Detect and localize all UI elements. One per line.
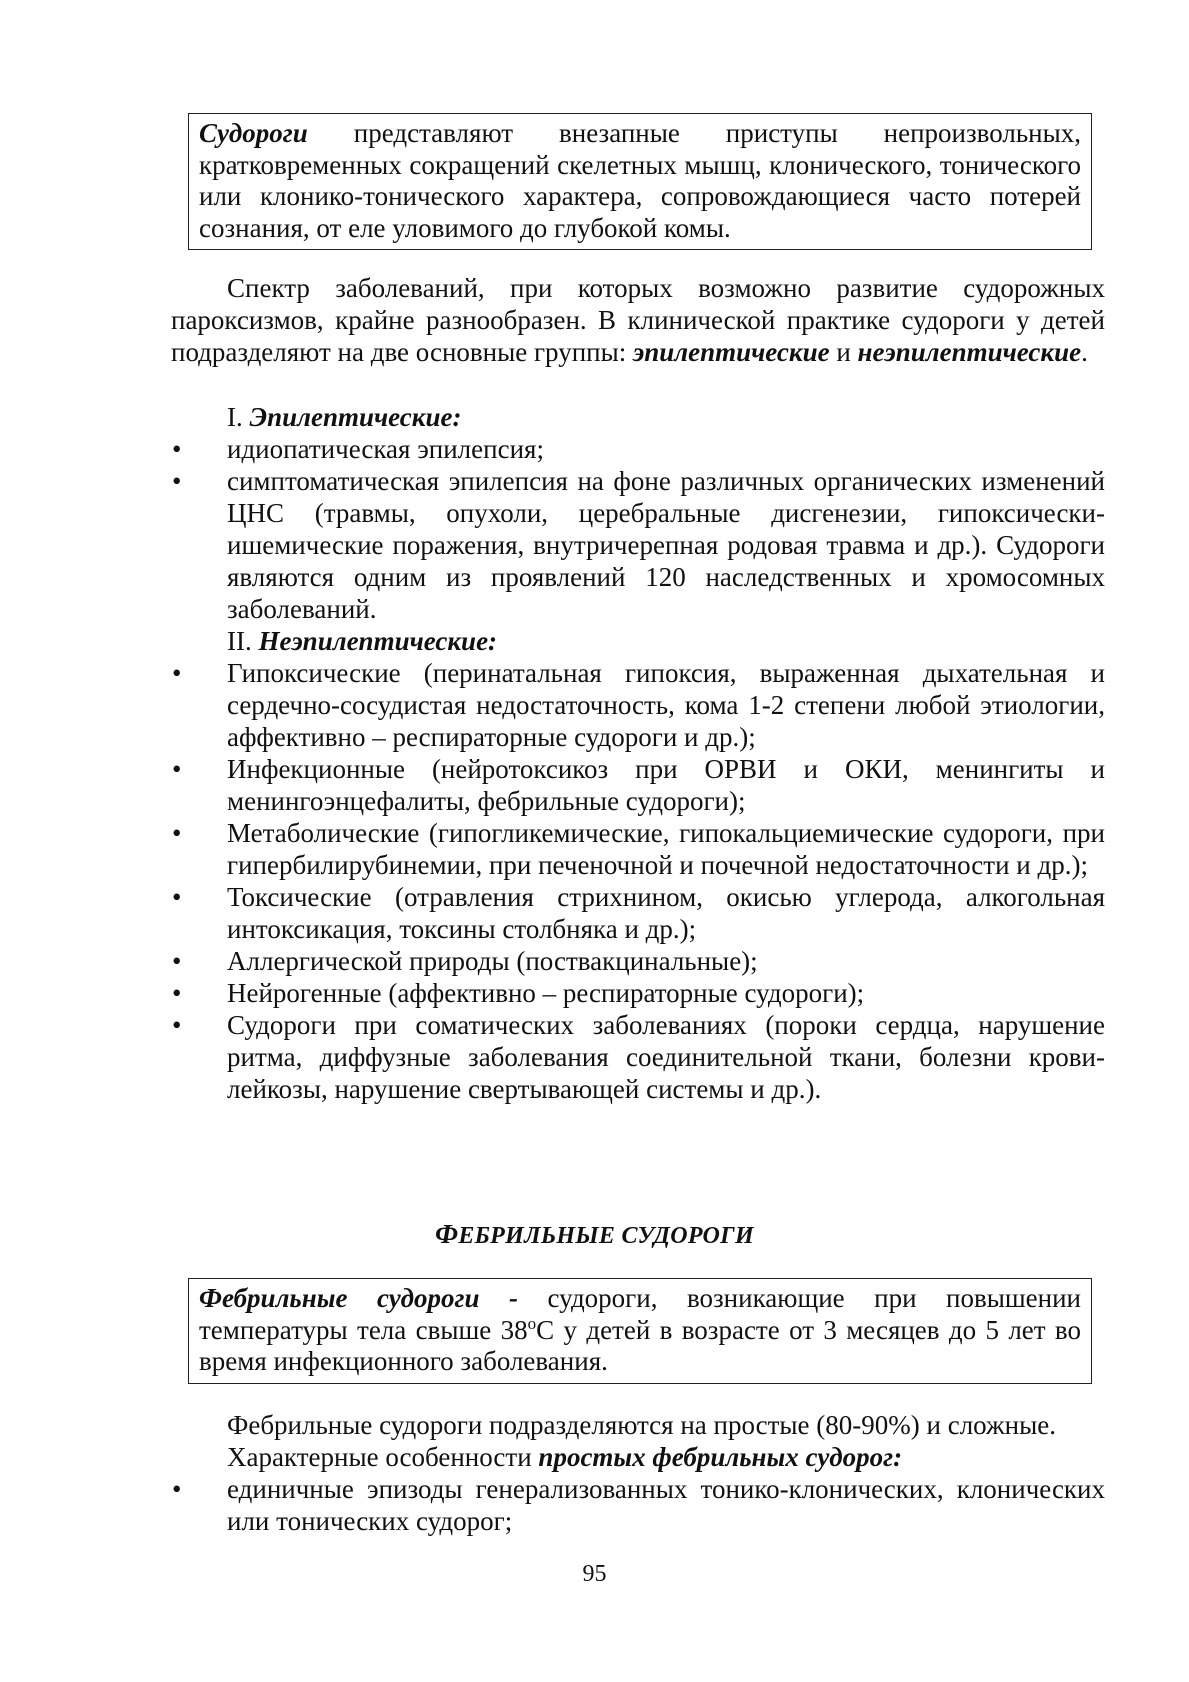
list-item-text: Метаболические (гипогликемические, гипокальциемические судороги, при гипербилирубинемии, при печеночной и почечной недостаточности и др.); [227, 818, 1105, 880]
bullet-icon: • [172, 434, 182, 464]
group2-list [171, 657, 1105, 1105]
list-item [171, 1009, 1105, 1105]
list-item-text: Инфекционные (нейротоксикоз при ОРВИ и ОКИ, менингиты и менингоэнцефалиты, фебрильные судороги); [227, 754, 1105, 816]
list-item [171, 465, 1105, 625]
group1-list [171, 433, 1105, 625]
group1-heading [227, 401, 461, 433]
list-item [171, 433, 1105, 465]
bullet-icon: • [172, 1010, 182, 1040]
list-item [171, 1473, 1105, 1537]
definition-term: Фебрильные судороги - [199, 1283, 519, 1313]
section-title [0, 1219, 1189, 1250]
bullet-icon: • [172, 882, 182, 912]
list-item [171, 817, 1105, 881]
list-item-text: идиопатическая эпилепсия; [227, 434, 544, 464]
febrile-features-line [227, 1441, 902, 1473]
group2-title: Неэпилептические: [258, 626, 498, 656]
list-item-text: Гипоксические (перинатальная гипоксия, выраженная дыхательная и сердечно-сосудистая недостаточность, кома 1-2 степени любой этиологии, аффективно – респираторные судороги и др.); [227, 658, 1105, 752]
list-item-text: единичные эпизоды генерализованных тонико-клонических, клонических или тонических судорог; [227, 1474, 1105, 1536]
degree-sign: o [527, 1313, 537, 1333]
group2-heading [227, 625, 497, 657]
bullet-icon: • [172, 818, 182, 848]
list-item-text: симптоматическая эпилепсия на фоне различных органических изменений ЦНС (травмы, опухоли, церебральные дисгенезии, гипоксически-ишемические поражения, внутричерепная родовая травма и др.). Судороги являются одним из проявлений 120 наследственных и хромосомных заболеваний. [227, 466, 1105, 624]
bullet-icon: • [172, 1474, 182, 1504]
bullet-icon: • [172, 978, 182, 1008]
list-item [171, 753, 1105, 817]
intro-term-epileptic: эпилептические [632, 337, 830, 367]
section-title-initial: Ф [435, 1219, 459, 1249]
intro-text: Спектр заболеваний, при которых возможно развитие судорожных пароксизмов, крайне разнообразен. В клинической практике судороги у детей подразделяют на две основные группы: [171, 273, 1105, 367]
febrile-features-term: простых фебрильных судорог: [538, 1442, 903, 1472]
intro-term-nonepileptic: неэпилептические [857, 337, 1082, 367]
bullet-icon: • [172, 946, 182, 976]
group2-numeral: II. [227, 626, 259, 656]
page-number: 95 [582, 1561, 607, 1587]
definition-box-convulsions [188, 113, 1092, 250]
list-item-text: Токсические (отравления стрихнином, окисью углерода, алкогольная интоксикация, токсины столбняка и др.); [227, 882, 1105, 944]
definition-text: представляют внезапные приступы непроизвольных, кратковременных сокращений скелетных мышц, клонического, тонического или клонико-тонического характера, сопровождающиеся часто потерей сознания, от еле уловимого до глубокой комы. [199, 118, 1081, 243]
definition-box-febrile [188, 1278, 1092, 1384]
definition-text-rest: С у детей в возрасте от 3 месяцев до 5 лет во время инфекционного заболевания. [199, 1314, 1081, 1376]
list-item-text: Аллергической природы (поствакцинальные); [227, 946, 758, 976]
definition-text: судороги, возникающие при повышении температуры тела свыше 38 [199, 1283, 1082, 1345]
bullet-icon: • [172, 658, 182, 688]
intro-paragraph [171, 272, 1105, 368]
bullet-icon: • [172, 466, 182, 496]
febrile-classification-line: Фебрильные судороги подразделяются на простые (80-90%) и сложные. [227, 1410, 1056, 1440]
list-item-text: Нейрогенные (аффективно – респираторные судороги); [227, 978, 865, 1008]
list-item [171, 945, 1105, 977]
list-item-text: Судороги при соматических заболеваниях (пороки сердца, нарушение ритма, диффузные заболевания соединительной ткани, болезни крови-лейкозы, нарушение свертывающей системы и др.). [227, 1010, 1105, 1104]
section-title-rest: ЕБРИЛЬНЫЕ СУДОРОГИ [458, 1223, 754, 1249]
febrile-features-text: Характерные особенности [227, 1442, 539, 1472]
intro-conjunction: и [829, 337, 858, 367]
intro-end: . [1081, 337, 1088, 367]
definition-term: Судороги [199, 118, 308, 148]
group1-numeral: I. [227, 402, 250, 432]
bullet-icon: • [172, 754, 182, 784]
list-item [171, 881, 1105, 945]
febrile-features-list [171, 1473, 1105, 1537]
list-item [171, 977, 1105, 1009]
group1-title: Эпилептические: [249, 402, 462, 432]
list-item [171, 657, 1105, 753]
